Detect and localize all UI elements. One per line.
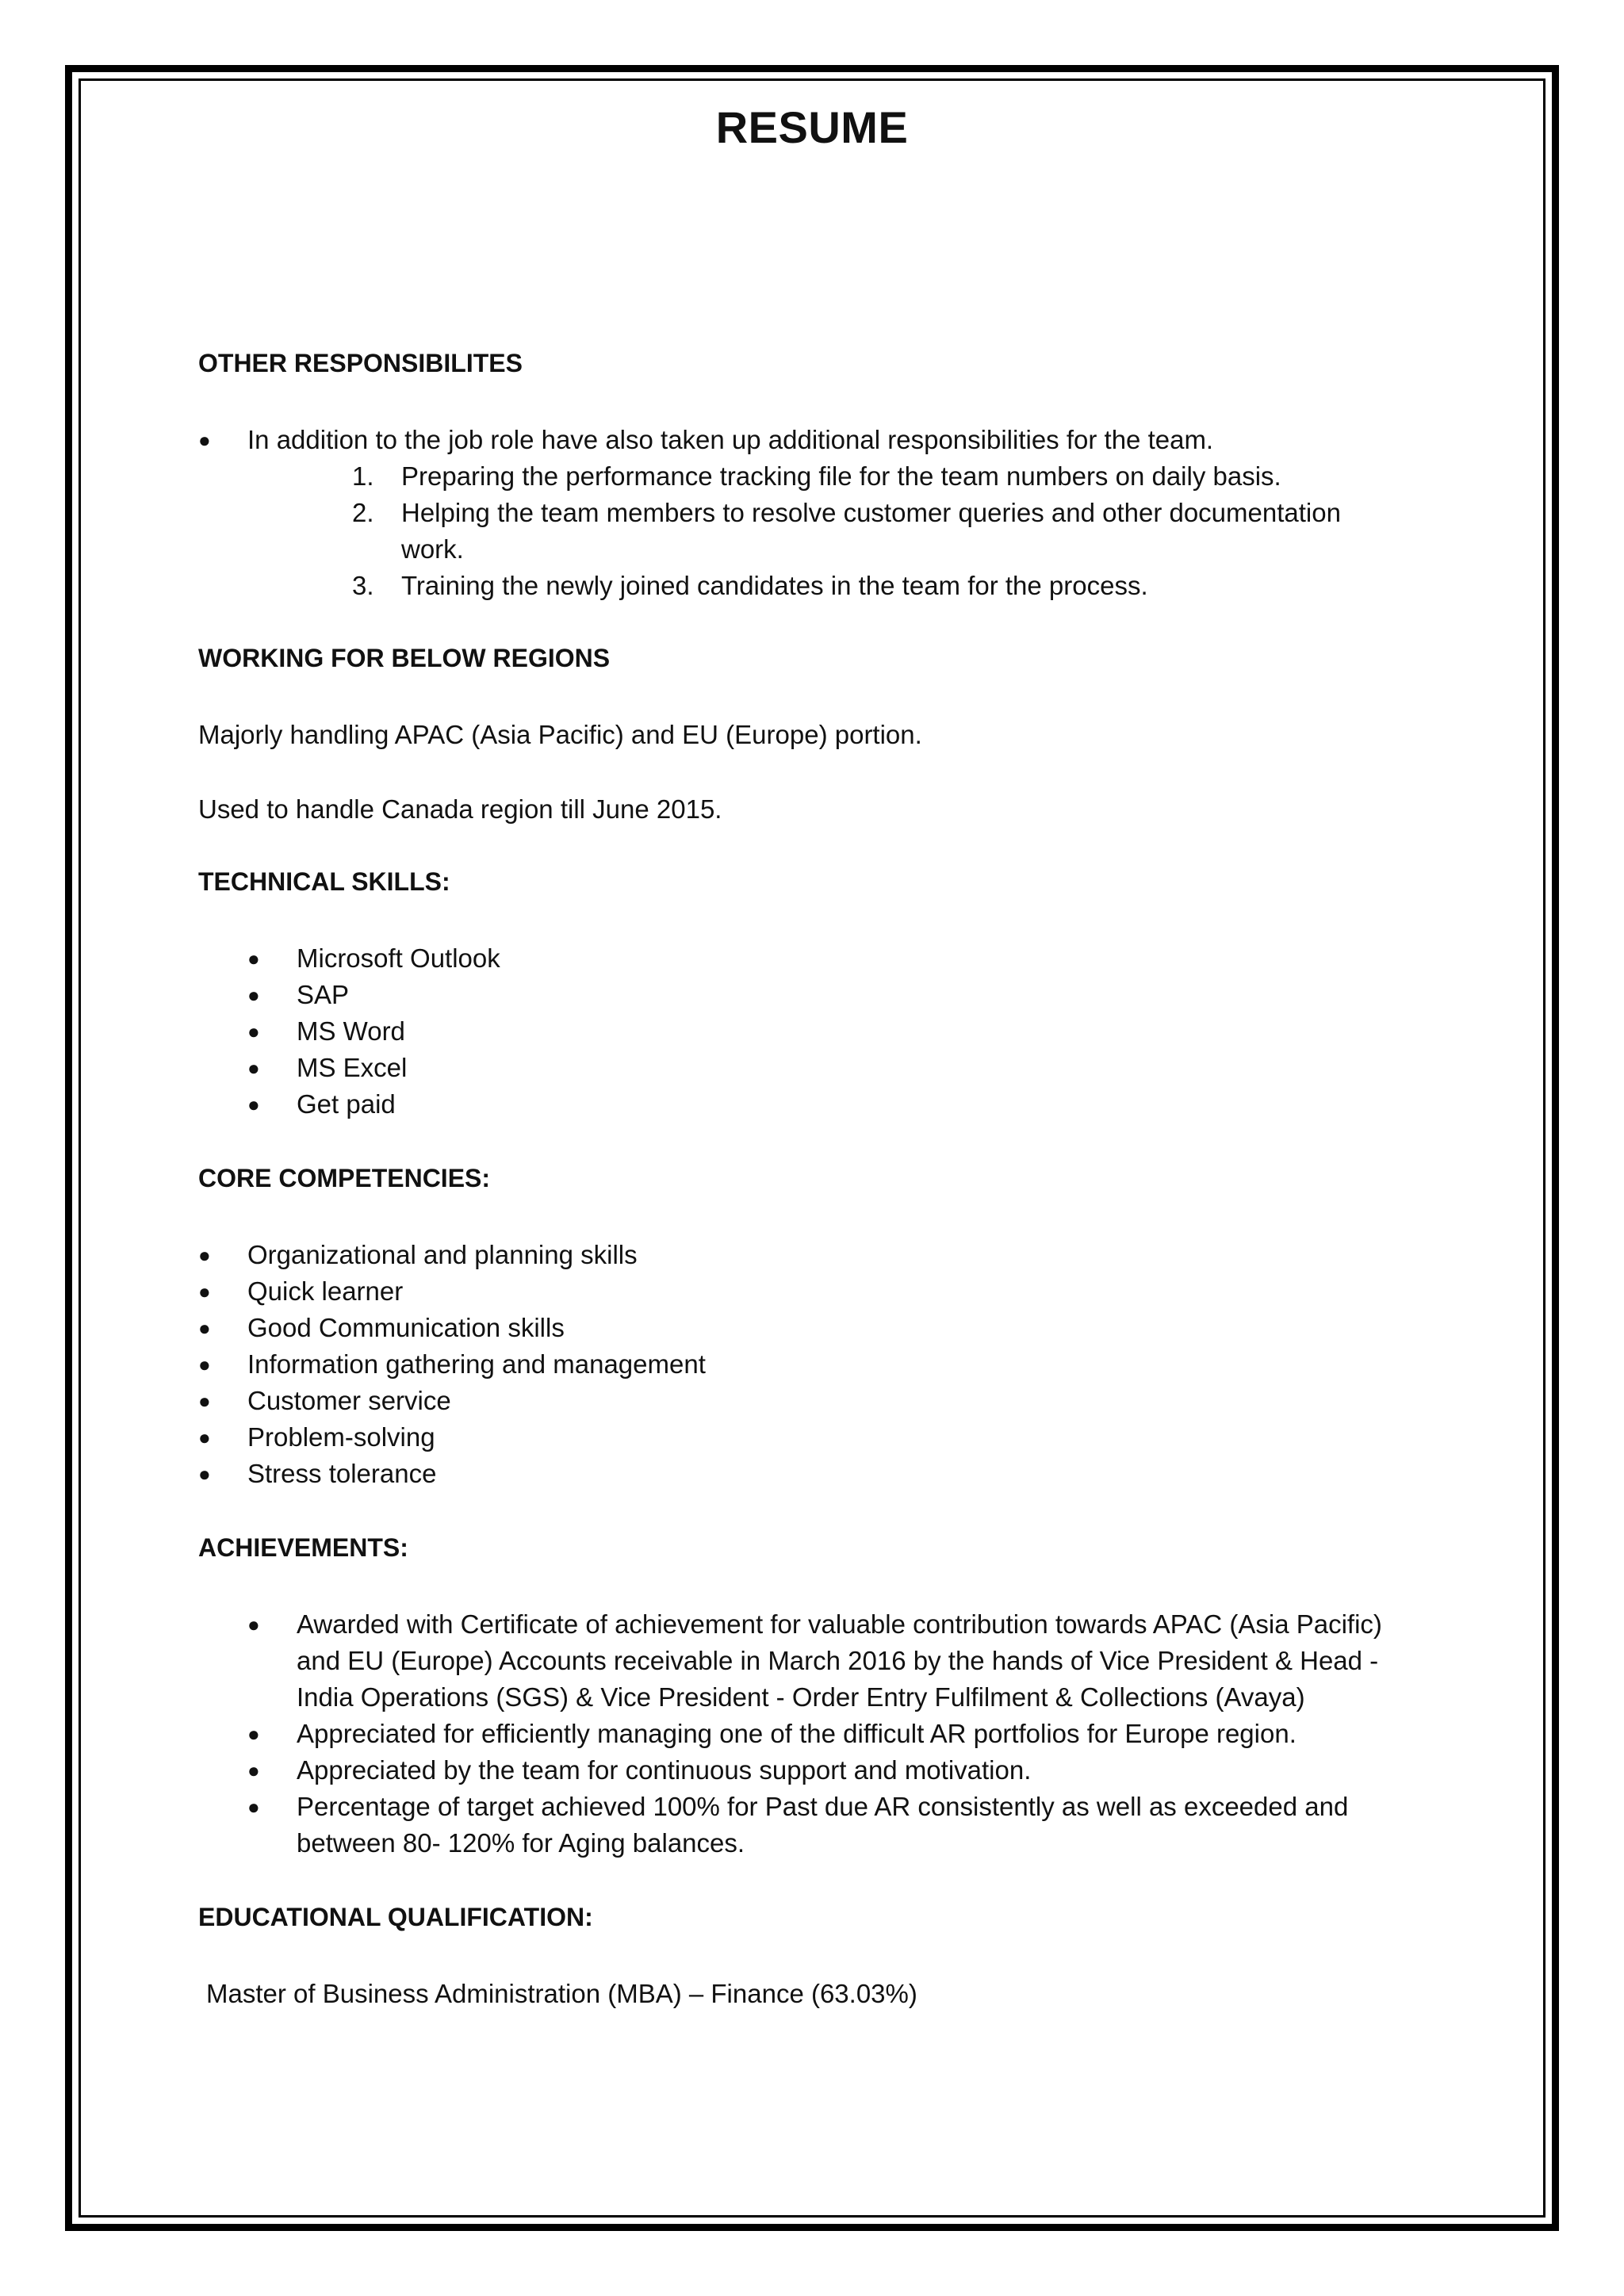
list-item: ● Microsoft Outlook — [297, 940, 500, 977]
list-item: 2. Helping the team members to resolve customer queries and other documentation work. — [352, 498, 1341, 564]
section-heading-regions: WORKING FOR BELOW REGIONS — [198, 644, 611, 672]
bullet-icon: ● — [247, 1795, 260, 1819]
list-item: ● Awarded with Certificate of achievement for valuable contribution towards APAC (Asia Pacific) and EU (Europe) Accounts receivable in March 2016 by the hands of Vice President & Head - India Operations (SGS) & Vice President - Order Entry Fulfilment & Collections (Avaya) — [297, 1606, 1431, 1716]
list-item: ● Good Communication skills — [247, 1310, 706, 1346]
section-heading-education: EDUCATIONAL QUALIFICATION: — [198, 1903, 593, 1931]
list-item: ● Quick learner — [247, 1273, 706, 1310]
bullet-icon: ● — [198, 1389, 211, 1413]
list-item: ● Stress tolerance — [247, 1456, 706, 1492]
regions-line-2: Used to handle Canada region till June 2015. — [198, 794, 722, 824]
bullet-icon: ● — [198, 1280, 211, 1303]
technical-skills-list — [247, 940, 500, 1123]
bullet-icon: ● — [247, 1722, 260, 1746]
bullet-icon: ● — [198, 1353, 211, 1376]
list-item: ● Get paid — [297, 1086, 500, 1123]
bullet-icon: ● — [247, 1613, 260, 1636]
other-numbered-list — [352, 458, 1408, 604]
achievements-list — [247, 1606, 1431, 1862]
bullet-icon: ● — [198, 1243, 211, 1267]
section-heading-other: OTHER RESPONSIBILITES — [198, 349, 523, 377]
list-item: ● MS Word — [297, 1013, 500, 1050]
list-item: ● MS Excel — [297, 1050, 500, 1086]
list-item: ● Percentage of target achieved 100% for Past due AR consistently as well as exceeded and between 80- 120% for Aging balances. — [297, 1789, 1431, 1862]
bullet-icon: ● — [247, 1056, 260, 1080]
core-competencies-list — [198, 1237, 706, 1492]
bullet-icon: ● — [247, 983, 260, 1007]
bullet-icon: ● — [198, 1425, 211, 1449]
bullet-icon: ● — [198, 1462, 211, 1486]
list-item: ● Organizational and planning skills — [247, 1237, 706, 1273]
list-item: ● Problem-solving — [247, 1419, 706, 1456]
section-heading-technical: TECHNICAL SKILLS: — [198, 867, 450, 896]
list-item: 1. Preparing the performance tracking file for the team numbers on daily basis. — [352, 461, 1281, 491]
list-item: 3. Training the newly joined candidates in the team for the process. — [352, 571, 1148, 600]
list-item: ● Appreciated by the team for continuous support and motivation. — [297, 1752, 1431, 1789]
list-item: ● Appreciated for efficiently managing one of the difficult AR portfolios for Europe region. — [297, 1716, 1431, 1752]
other-bullet-list — [198, 422, 1214, 458]
section-heading-core: CORE COMPETENCIES: — [198, 1164, 491, 1192]
list-item: ● SAP — [297, 977, 500, 1013]
list-item: ● In addition to the job role have also taken up additional responsibilities for the team. — [247, 422, 1213, 458]
list-item: ● Information gathering and management — [247, 1346, 706, 1383]
bullet-icon: ● — [198, 428, 211, 452]
list-item: ● Customer service — [247, 1383, 706, 1419]
bullet-icon: ● — [247, 1758, 260, 1782]
education-line: Master of Business Administration (MBA) – Finance (63.03%) — [206, 1979, 917, 2008]
section-heading-achievements: ACHIEVEMENTS: — [198, 1533, 408, 1562]
bullet-icon: ● — [247, 1093, 260, 1116]
bullet-icon: ● — [247, 947, 260, 970]
bullet-icon: ● — [198, 1316, 211, 1340]
bullet-icon: ● — [247, 1020, 260, 1043]
regions-line-1: Majorly handling APAC (Asia Pacific) and EU (Europe) portion. — [198, 720, 922, 749]
page-title: RESUME — [715, 102, 909, 152]
